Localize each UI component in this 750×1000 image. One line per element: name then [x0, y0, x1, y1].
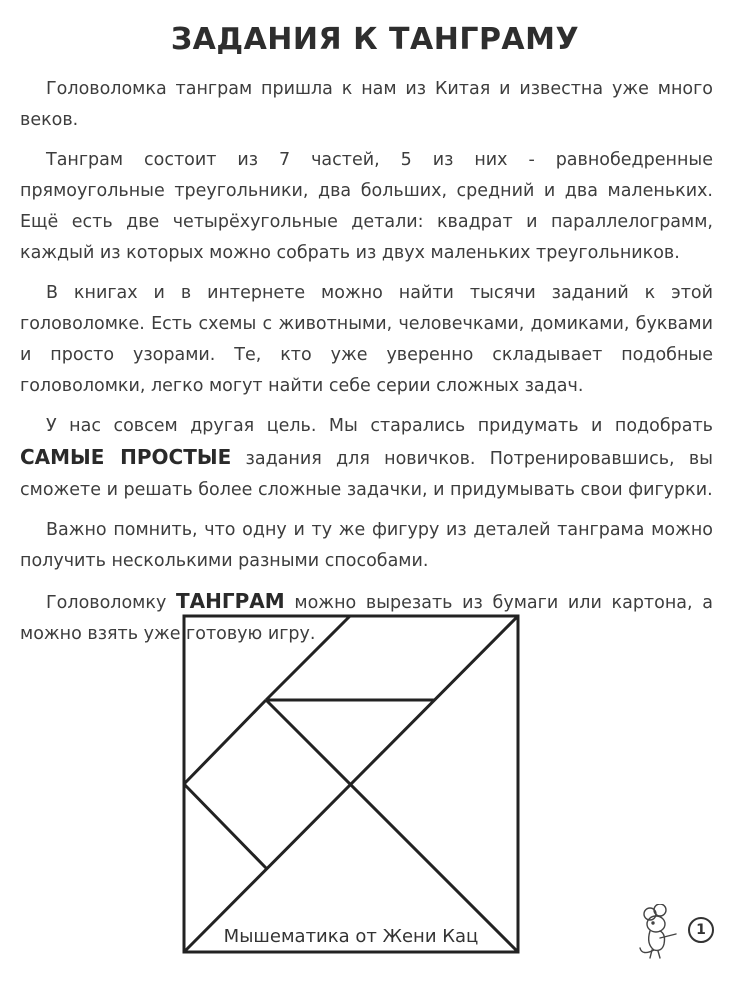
- page-title: ЗАДАНИЯ К ТАНГРАМУ: [170, 22, 580, 57]
- paragraph-5: [20, 515, 713, 577]
- paragraph-2: [20, 145, 713, 269]
- tangram-parallelogram-edge: [266, 616, 350, 700]
- paragraph-text: В книгах и в интернете можно найти тысячи заданий к этой головоломке. Есть схемы с животными, человечками, домиками, буквами и просто узорами. Те, кто уже уверенно складывает подобные головоломки, легко могут найти себе серии сложных задач.: [20, 283, 713, 396]
- tangram-center-to-corner: [266, 700, 518, 952]
- paragraph-text: Головоломка танграм пришла к нам из Китая и известна уже много веков.: [20, 79, 713, 130]
- tangram-square-diagram: [182, 614, 522, 956]
- paragraph-text: можно вырезать из бумаги или картона, а можно взять уже готовую игру.: [20, 593, 713, 644]
- paragraph-1: [20, 74, 713, 136]
- paragraph-text: Танграм состоит из 7 частей, 5 из них - равнобедренные прямоугольные треугольники, два больших, средний и два маленьких. Ещё есть две четырёхугольные детали: квадрат и параллелограмм, каждый из которых можно собрать из двух маленьких треугольников.: [20, 150, 713, 263]
- paragraph-text: задания для новичков. Потренировавшись, вы сможете и решать более сложные задачки, и придумывать свои фигурки.: [20, 449, 713, 500]
- figure-caption: Мышематика от Жени Кац: [223, 926, 479, 947]
- paragraph-4: [20, 411, 713, 506]
- mouse-icon: [636, 904, 692, 964]
- page-number: 1: [688, 917, 714, 943]
- tangram-square-edge: [184, 700, 266, 784]
- tangram-anti-diagonal: [184, 784, 266, 868]
- emphasis-text: САМЫЕ ПРОСТЫЕ: [20, 445, 232, 469]
- paragraph-text: Важно помнить, что одну и ту же фигуру из деталей танграма можно получить несколькими разными способами.: [20, 520, 713, 571]
- paragraph-text: Головоломку: [46, 593, 177, 613]
- emphasis-text: ТАНГРАМ: [176, 589, 285, 613]
- paragraph-3: [20, 278, 713, 402]
- paragraph-text: У нас совсем другая цель. Мы старались придумать и подобрать: [46, 416, 713, 436]
- body-text: [20, 74, 713, 659]
